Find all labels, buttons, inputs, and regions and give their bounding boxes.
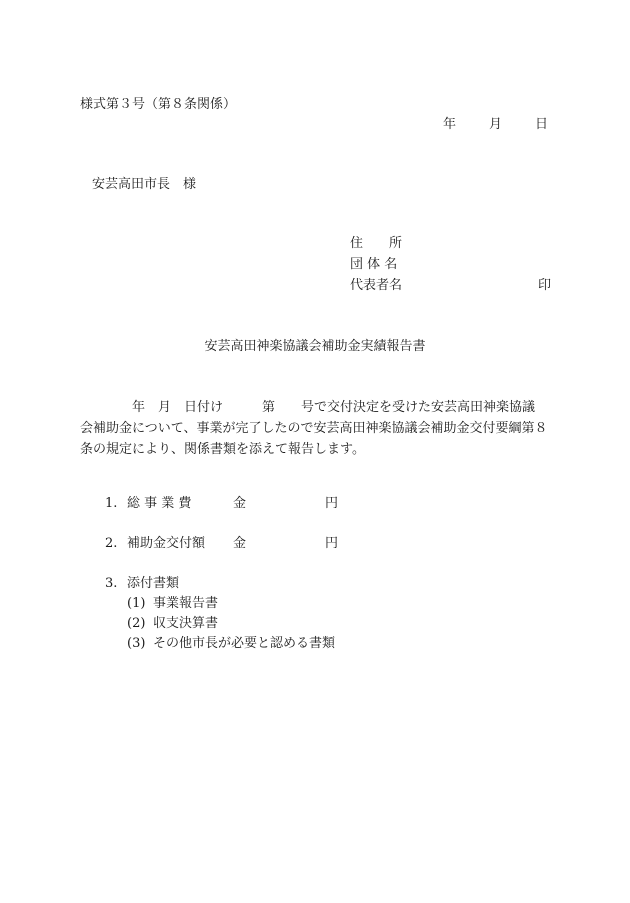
item-yen: 円: [325, 496, 339, 511]
item-number: 1.: [105, 496, 118, 511]
body-line-2: 会補助金について、事業が完了したので安芸高田神楽協議会補助金交付要綱第８: [80, 421, 548, 436]
body-text: [80, 397, 560, 460]
address-label: 住 所: [350, 236, 403, 251]
attachment-number: (2): [127, 616, 146, 631]
item-yen: 円: [325, 536, 339, 551]
rep-label: 代表者名: [350, 278, 403, 293]
item-kin: 金: [233, 496, 247, 511]
address-row: [350, 237, 550, 258]
item-kin: 金: [233, 536, 247, 551]
addressee: 安芸高田市長 様: [92, 177, 197, 192]
item-label: 補助金交付額: [127, 536, 206, 551]
body-line-3: 条の規定により、関係書類を添えて報告します。: [80, 442, 365, 457]
date-month: 月: [489, 117, 503, 132]
attachment-text: 収支決算書: [153, 616, 219, 631]
date-year: 年: [443, 117, 457, 132]
rep-row: [350, 279, 550, 300]
item-label: 総 事 業 費: [127, 496, 192, 511]
item-number: 3.: [105, 576, 118, 591]
attachment-number: (1): [127, 596, 146, 611]
seal-mark: 印: [538, 278, 552, 293]
date-line: [443, 118, 548, 131]
attachment-text: 事業報告書: [153, 596, 219, 611]
form-number: 様式第３号（第８条関係）: [80, 97, 237, 112]
body-line-1: 年 月 日付け 第 号で交付決定を受けた安芸高田神楽協議: [80, 400, 536, 415]
attachment-text: その他市長が必要と認める書類: [153, 636, 336, 651]
item-number: 2.: [105, 536, 118, 551]
document-title: 安芸高田神楽協議会補助金実績報告書: [204, 339, 426, 354]
attachment-number: (3): [127, 636, 146, 651]
attachments-label: 添付書類: [127, 576, 180, 591]
org-label: 団 体 名: [350, 257, 398, 272]
org-row: [350, 258, 550, 279]
date-day: 日: [535, 117, 549, 132]
applicant-block: [350, 237, 550, 300]
